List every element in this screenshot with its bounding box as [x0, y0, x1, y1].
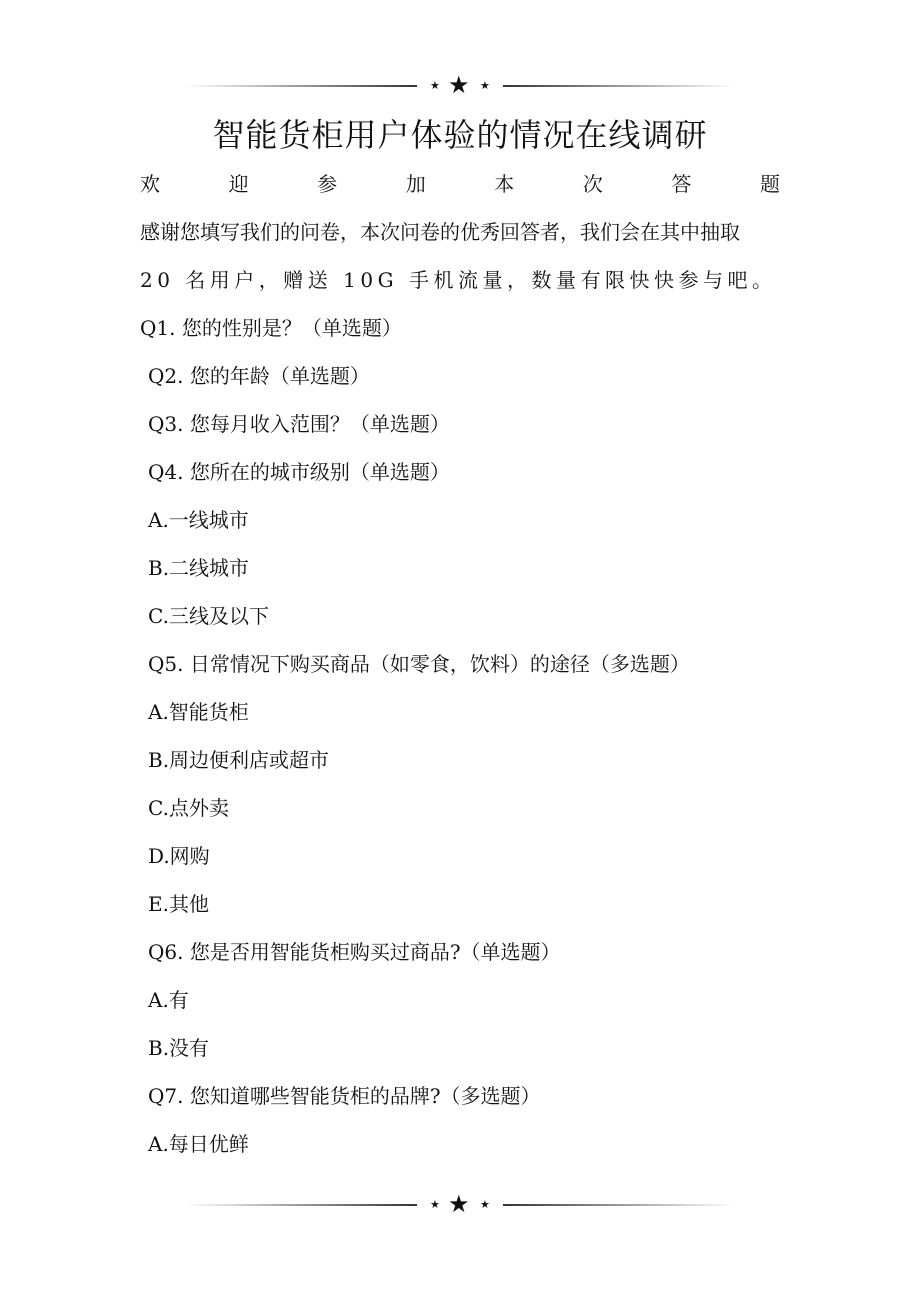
small-star-icon: ★ [480, 1198, 490, 1211]
option-q4-b: B.二线城市 [148, 556, 250, 580]
big-star-icon: ★ [448, 1190, 470, 1218]
bottom-ornament [185, 1190, 735, 1218]
option-q6-b: B.没有 [148, 1036, 210, 1060]
intro-line-1: 感谢您填写我们的问卷，本次问卷的优秀回答者，我们会在其中抽取 [140, 220, 740, 244]
option-q5-e: E.其他 [148, 892, 209, 916]
welcome-char: 参 [317, 172, 338, 196]
question-q7: Q7. 您知道哪些智能货柜的品牌?（多选题） [148, 1084, 541, 1108]
option-q5-a: A.智能货柜 [148, 700, 249, 724]
small-star-icon: ★ [430, 1198, 440, 1211]
question-q4: Q4. 您所在的城市级别（单选题） [148, 460, 450, 484]
ornament-rule-right [503, 85, 735, 87]
question-q5: Q5. 日常情况下购买商品（如零食，饮料）的途径（多选题） [148, 652, 690, 676]
welcome-char: 题 [759, 172, 780, 196]
question-q1: Q1. 您的性别是？（单选题） [140, 316, 402, 340]
welcome-char: 欢 [140, 172, 160, 196]
ornament-rule-left [185, 1204, 417, 1206]
intro-line-2: 20 名用户，赠送 10G 手机流量，数量有限快快参与吧。 [140, 268, 777, 292]
option-q4-a: A.一线城市 [148, 508, 249, 532]
option-q5-b: B.周边便利店或超市 [148, 748, 330, 772]
option-q5-d: D.网购 [148, 844, 210, 868]
ornament-rule-right [503, 1204, 735, 1206]
small-star-icon: ★ [480, 79, 490, 92]
option-q5-c: C.点外卖 [148, 796, 229, 820]
small-star-icon: ★ [430, 79, 440, 92]
question-q2: Q2. 您的年龄（单选题） [148, 364, 370, 388]
option-q6-a: A.有 [148, 988, 189, 1012]
document-title: 智能货柜用户体验的情况在线调研 [212, 116, 708, 154]
welcome-char: 加 [405, 172, 426, 196]
option-q7-a: A.每日优鲜 [148, 1132, 249, 1156]
question-q3: Q3. 您每月收入范围？（单选题） [148, 412, 450, 436]
top-ornament [185, 71, 735, 99]
welcome-char: 迎 [228, 172, 249, 196]
welcome-char: 次 [582, 172, 603, 196]
welcome-char: 本 [494, 172, 515, 196]
question-q6: Q6. 您是否用智能货柜购买过商品?（单选题） [148, 940, 561, 964]
big-star-icon: ★ [448, 71, 470, 99]
welcome-line [140, 170, 780, 198]
option-q4-c: C.三线及以下 [148, 604, 269, 628]
welcome-char: 答 [671, 172, 692, 196]
ornament-rule-left [185, 85, 417, 87]
